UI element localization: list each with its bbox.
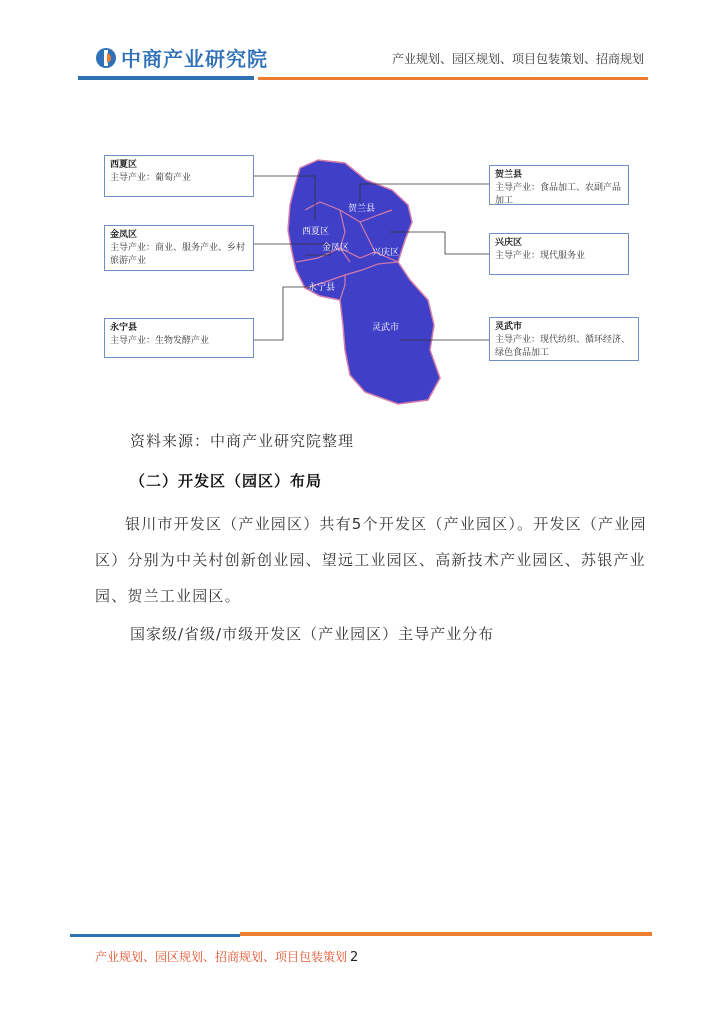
callout-xingqing-desc: 主导产业：现代服务业 <box>495 251 586 261</box>
page-footer <box>95 948 358 965</box>
callout-xixia-title: 西夏区 <box>110 160 138 170</box>
callout-jinfeng <box>104 225 254 271</box>
region-label-lingwu: 灵武市 <box>372 323 400 333</box>
footer-slogan: 产业规划、园区规划、招商规划、项目包装策划 <box>95 950 348 964</box>
callout-yongning <box>104 318 254 358</box>
region-label-yongning: 永宁县 <box>308 283 336 293</box>
callout-yongning-title: 永宁县 <box>110 323 138 333</box>
callout-xixia-desc: 主导产业：葡萄产业 <box>110 173 192 183</box>
footer-divider-blue <box>70 934 240 937</box>
region-label-xixia: 西夏区 <box>302 227 330 237</box>
yinchuan-industry-map <box>0 0 724 420</box>
map-outline <box>288 160 440 404</box>
figure-source: 资料来源：中商产业研究院整理 <box>130 432 355 450</box>
callout-jinfeng-desc: 主导产业：商业、服务产业、乡村旅游产业 <box>110 243 246 266</box>
page-number: 2 <box>350 950 359 965</box>
callout-helan-desc: 主导产业：食品加工、农副产品加工 <box>495 183 622 206</box>
region-label-helan: 贺兰县 <box>348 204 376 214</box>
region-label-jinfeng: 金凤区 <box>322 243 350 253</box>
logo-text: 中商产业研究院 <box>121 47 268 71</box>
section-heading: （二）开发区（园区）布局 <box>130 472 323 490</box>
callout-lingwu <box>489 317 639 361</box>
callout-xingqing-title: 兴庆区 <box>495 238 523 248</box>
body-paragraph-2: 国家级/省级/市级开发区（产业园区）主导产业分布 <box>130 625 495 643</box>
footer-divider-orange <box>240 932 652 936</box>
callout-yongning-desc: 主导产业：生物发酵产业 <box>110 336 210 346</box>
header-slogan: 产业规划、园区规划、项目包装策划、招商规划 <box>391 52 644 66</box>
callout-jinfeng-title: 金凤区 <box>110 230 138 240</box>
callout-helan-title: 贺兰县 <box>495 170 523 180</box>
callout-xingqing <box>489 233 629 275</box>
callout-xixia <box>104 155 254 197</box>
callout-lingwu-desc: 主导产业：现代纺织、循环经济、绿色食品加工 <box>495 335 631 358</box>
body-paragraph: 银川市开发区（产业园区）共有5个开发区（产业园区）。开发区（产业园区）分别为中关村创新创业园、望远工业园区、高新技术产业园区、苏银产业园、贺兰工业园区。 <box>95 515 647 605</box>
callout-helan <box>489 165 629 205</box>
callout-lingwu-title: 灵武市 <box>495 322 523 332</box>
region-label-xingqing: 兴庆区 <box>372 248 400 258</box>
